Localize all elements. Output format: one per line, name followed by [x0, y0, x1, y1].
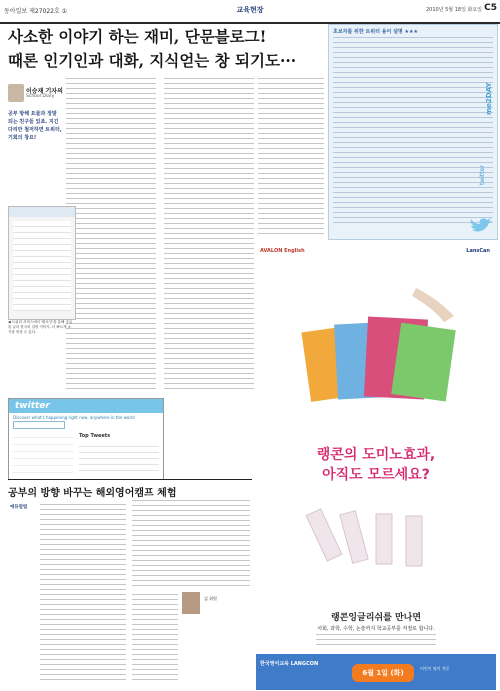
langcon-logo: 한국영어교육 LANGCON [260, 661, 319, 667]
issue-date: 2010년 5월 18일 화요일 [425, 7, 482, 13]
section2-column-label: 에듀칼럼 [10, 505, 28, 510]
avalon-logo [260, 248, 305, 258]
avalon-ad[interactable] [256, 244, 496, 426]
headline-line-1: 사소한 이야기 하는 재미, 단문블로그! [8, 27, 267, 46]
launch-date-badge[interactable]: 6월 1일 (화) [352, 664, 414, 682]
books-illustration [286, 288, 466, 408]
domino-illustration [256, 490, 496, 600]
glossary-title: 초보자를 위한 트위터 용어 설명 ★★★ [333, 29, 418, 35]
screenshot-content [13, 221, 71, 311]
section-title: 교육현장 [236, 6, 264, 14]
masthead [0, 0, 500, 24]
columnist-name: 김 위원 [204, 596, 217, 601]
ad-sub-line: 사회, 과학, 수학, 논술까지 학교공부를 저절로 합니다. [317, 626, 435, 632]
glossary-lines [333, 37, 493, 227]
lead-summary: 공부 방해 요물과 정말 되는 친구들 있죠. 지긴다리만 철저하면 트위터, 기회의 창요! [8, 111, 62, 141]
avalon-brand: AVALON English [260, 248, 305, 254]
glossary-sidebox [328, 24, 498, 240]
screenshot-caption: ◀ 트위터 서비스에서 '팔로잉'을 통해 공유된 글의 한국어 설명 이미지. 더 빠르게 소식을 얻을 수 있다. [8, 320, 73, 334]
twitter-tagline: Discover what's happening right now, anywhere in the world [13, 415, 135, 420]
ad-tagline: 어린이 영어 전문 [420, 666, 450, 671]
author-photo [8, 84, 24, 102]
article-body-col2 [164, 78, 254, 394]
article-screenshot [8, 206, 76, 320]
twitter-wordmark: twitter [479, 165, 486, 185]
twitter-logo: twitter [15, 401, 50, 411]
article-body-col3 [258, 78, 324, 238]
column-name: School Diary [26, 94, 55, 99]
section2-body-col1 [40, 504, 126, 688]
ad-meet-line: 랭콘잉글리쉬를 만나면 [330, 613, 422, 623]
section-divider [8, 479, 252, 480]
ad-footer [256, 654, 496, 690]
ad-headline-2: 아직도 모르세요? [322, 467, 430, 483]
article-body-col1 [66, 78, 156, 394]
author-name: 이승재 기자의 [26, 88, 63, 95]
twitter-header-bar [9, 399, 163, 413]
twitter-bird-icon [469, 215, 493, 235]
paper-name: 동아일보 제27022호 ① [4, 8, 68, 15]
section2-body-col3 [132, 594, 178, 688]
headline-line-2: 때론 인기인과 대화, 지식얻는 창 되기도··· [8, 51, 297, 70]
me2day-logo: me2DAY [485, 82, 493, 115]
twitter-search-box [13, 421, 65, 429]
twitter-homepage-screenshot [8, 398, 164, 480]
langcon-ad[interactable] [256, 432, 496, 690]
lanscan-logo: LansCan [466, 248, 490, 254]
page-number: C5 [484, 3, 497, 13]
byline [8, 84, 63, 196]
columnist-photo [182, 592, 200, 614]
ad-body-lines [316, 634, 436, 650]
top-tweets-label: Top Tweets [79, 433, 111, 439]
top-tweets-list [79, 441, 159, 475]
screenshot-header [9, 207, 75, 217]
twitter-left-list [13, 431, 73, 475]
section2-headline: 공부의 방향 바꾸는 해외영어캠프 체험 [8, 488, 177, 499]
section2-body-col2 [132, 500, 250, 590]
ad-headline-1: 랭콘의 도미노효과, [316, 447, 436, 463]
